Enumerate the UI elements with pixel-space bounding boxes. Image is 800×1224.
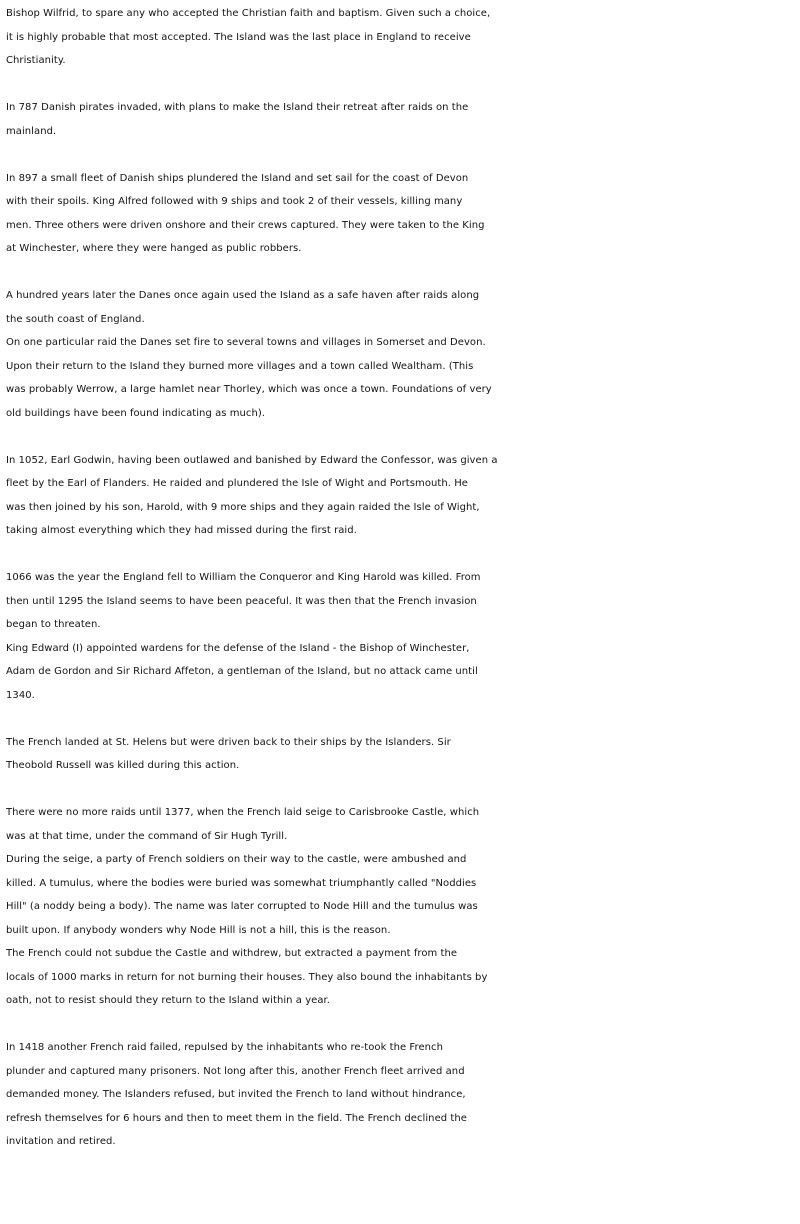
paragraph-spacer	[6, 261, 798, 285]
text-line: the south coast of England.	[6, 313, 145, 325]
text-line: Adam de Gordon and Sir Richard Affeton, a gentleman of the Island, but no attack came until	[6, 666, 478, 677]
text-line: it is highly probable that most accepted. The Island was the last place in England to receive	[6, 31, 471, 43]
text-line: 1066 was the year the England fell to William the Conqueror and King Harold was killed. From	[6, 572, 481, 583]
paragraph-1377	[6, 801, 798, 1013]
text-line: There were no more raids until 1377, when the French laid seige to Carisbrooke Castle, which	[6, 807, 480, 818]
text-line: The French landed at St. Helens but were driven back to their ships by the Islanders. Sir	[6, 736, 451, 748]
text-line: In 897 a small fleet of Danish ships plundered the Island and set sail for the coast of Devon	[6, 172, 469, 184]
paragraph-1066	[6, 566, 798, 707]
text-line: Christianity.	[6, 55, 66, 66]
paragraph-spacer	[6, 143, 798, 167]
text-line: men. Three others were driven onshore and their crews captured. They were taken to the King	[6, 219, 485, 231]
text-line: fleet by the Earl of Flanders. He raided and plundered the Isle of Wight and Portsmouth. He	[6, 478, 468, 489]
text-line: The French could not subdue the Castle and withdrew, but extracted a payment from the	[6, 948, 458, 959]
text-line: During the seige, a party of French soldiers on their way to the castle, were ambushed and	[6, 854, 467, 865]
text-line: old buildings have been found indicating as much).	[6, 407, 266, 419]
text-line: In 1418 another French raid failed, repulsed by the inhabitants who re-took the French	[6, 1042, 443, 1053]
text-line: was at that time, under the command of Sir Hugh Tyrill.	[6, 830, 288, 842]
text-line: Hill" (a noddy being a body). The name was later corrupted to Node Hill and the tumulus was	[6, 901, 478, 912]
paragraph-spacer	[6, 778, 798, 802]
text-line: demanded money. The Islanders refused, but invited the French to land without hindrance,	[6, 1089, 466, 1100]
paragraph-1052	[6, 449, 798, 543]
text-line: King Edward (I) appointed wardens for the defense of the Island - the Bishop of Winchester,	[6, 642, 470, 654]
paragraph-spacer	[6, 1013, 798, 1037]
text-line: In 1052, Earl Godwin, having been outlawed and banished by Edward the Confessor, was given a	[6, 454, 498, 466]
text-line: refresh themselves for 6 hours and then to meet them in the field. The French declined the	[6, 1112, 467, 1124]
text-line: killed. A tumulus, where the bodies were buried was somewhat triumphantly called "Noddies	[6, 877, 477, 889]
text-line: plunder and captured many prisoners. Not long after this, another French fleet arrived and	[6, 1065, 465, 1077]
paragraph-wilfrid	[6, 2, 798, 73]
text-line: A hundred years later the Danes once again used the Island as a safe haven after raids along	[6, 290, 480, 301]
paragraph-st-helens	[6, 731, 798, 778]
paragraph-spacer	[6, 425, 798, 449]
text-line: mainland.	[6, 125, 57, 137]
text-line: oath, not to resist should they return to the Island within a year.	[6, 995, 331, 1006]
document-page	[6, 0, 798, 1224]
paragraph-danes-return	[6, 284, 798, 425]
paragraph-897	[6, 167, 798, 261]
text-line: then until 1295 the Island seems to have been peaceful. It was then that the French invasion	[6, 595, 477, 607]
text-line: built upon. If anybody wonders why Node Hill is not a hill, this is the reason.	[6, 924, 391, 936]
paragraph-spacer	[6, 543, 798, 567]
text-line: taking almost everything which they had missed during the first raid.	[6, 525, 357, 536]
text-line: with their spoils. King Alfred followed with 9 ships and took 2 of their vessels, killing many	[6, 196, 463, 207]
paragraph-787	[6, 96, 798, 143]
text-line: was then joined by his son, Harold, with 9 more ships and they again raided the Isle of Wight,	[6, 501, 480, 513]
paragraph-1418	[6, 1036, 798, 1154]
text-line: was probably Werrow, a large hamlet near Thorley, which was once a town. Foundations of very	[6, 384, 492, 395]
text-line: Bishop Wilfrid, to spare any who accepted the Christian faith and baptism. Given such a choice,	[6, 8, 491, 19]
text-line: began to threaten.	[6, 619, 101, 630]
text-line: On one particular raid the Danes set fire to several towns and villages in Somerset and Devon.	[6, 337, 486, 348]
text-line: 1340.	[6, 689, 35, 701]
text-line: In 787 Danish pirates invaded, with plans to make the Island their retreat after raids on the	[6, 102, 469, 113]
text-line: Theobold Russell was killed during this action.	[6, 760, 240, 771]
text-line: at Winchester, where they were hanged as public robbers.	[6, 243, 302, 254]
text-line: locals of 1000 marks in return for not burning their houses. They also bound the inhabitants by	[6, 971, 488, 983]
text-line: Upon their return to the Island they burned more villages and a town called Wealtham. (This	[6, 360, 474, 372]
paragraph-spacer	[6, 73, 798, 97]
paragraph-spacer	[6, 707, 798, 731]
text-line: invitation and retired.	[6, 1136, 116, 1147]
